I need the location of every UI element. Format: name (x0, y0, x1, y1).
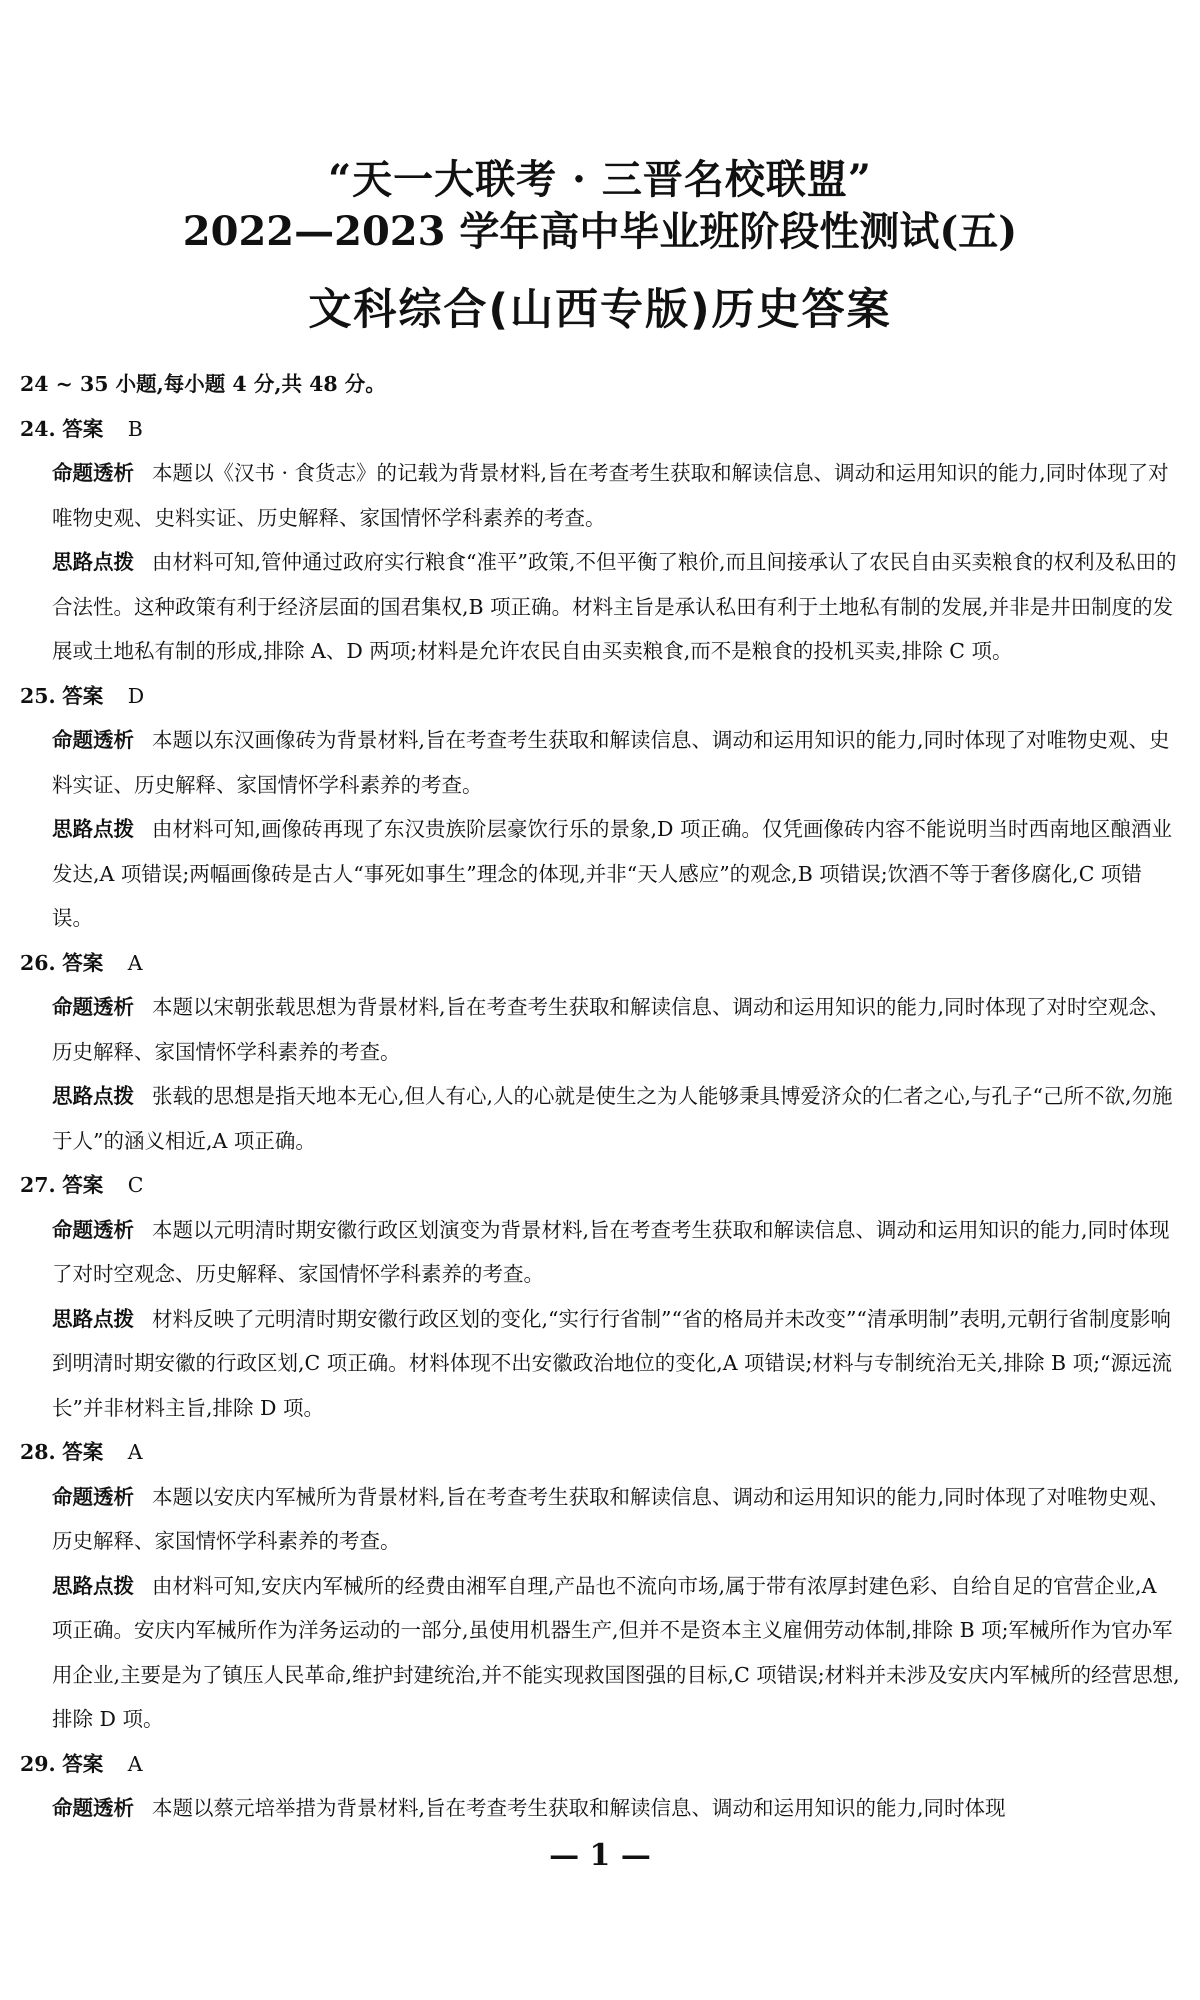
answer-label: 答案 (62, 950, 104, 975)
exam-term-title: 2022—2023 学年高中毕业班阶段性测试(五) (182, 208, 1018, 255)
question-27-hint (20, 1297, 1180, 1431)
question-24-header (20, 407, 1180, 452)
hint-label: 思路点拨 (52, 1306, 134, 1331)
question-25-hint (20, 807, 1180, 941)
analysis-label: 命题透析 (52, 728, 134, 752)
question-26-hint (20, 1074, 1180, 1163)
analysis-text: 本题以安庆内军械所为背景材料,旨在考查考生获取和解读信息、调动和运用知识的能力,同时体现了对唯物史观、历史解释、家国情怀学科素养的考查。 (52, 1484, 1170, 1553)
question-27-header (20, 1163, 1180, 1208)
analysis-text: 本题以宋朝张载思想为背景材料,旨在考查考生获取和解读信息、调动和运用知识的能力,同时体现了对时空观念、历史解释、家国情怀学科素养的考查。 (52, 995, 1170, 1064)
exam-alliance-title: “天一大联考 · 三晋名校联盟” (328, 156, 872, 203)
page-number: — 1 — (549, 1838, 651, 1873)
hint-text: 由材料可知,画像砖再现了东汉贵族阶层豪饮行乐的景象,D 项正确。仅凭画像砖内容不能说明当时西南地区酿酒业发达,A 项错误;两幅画像砖是古人“事死如事生”理念的体现,并非“天人感应”的观念,B 项错误;饮酒不等于奢侈腐化,C 项错误。 (52, 817, 1172, 930)
analysis-text: 本题以蔡元培举措为背景材料,旨在考查考生获取和解读信息、调动和运用知识的能力,同时体现 (152, 1796, 1006, 1820)
question-29-analysis (20, 1786, 1180, 1831)
hint-text: 由材料可知,管仲通过政府实行粮食“准平”政策,不但平衡了粮价,而且间接承认了农民自由买卖粮食的权利及私田的合法性。这种政策有利于经济层面的国君集权,B 项正确。材料主旨是承认私田有利于土地私有制的发展,并非是井田制度的发展或土地私有制的形成,排除 A、D 两项;材料是允许农民自由买卖粮食,而不是粮食的投机买卖,排除 C 项。 (52, 550, 1177, 663)
question-number: 29. (20, 1751, 56, 1776)
answer-label: 答案 (62, 1173, 104, 1197)
question-number: 26. (20, 950, 56, 975)
answer-label: 答案 (62, 1440, 104, 1464)
answer-value: B (127, 416, 143, 441)
hint-label: 思路点拨 (52, 817, 134, 841)
analysis-label: 命题透析 (52, 1796, 134, 1820)
scoring-intro: 24 ~ 35 小题,每小题 4 分,共 48 分。 (20, 372, 386, 396)
question-number: 27. (20, 1173, 56, 1197)
answer-value: A (127, 1751, 143, 1776)
question-number: 25. (20, 683, 56, 708)
analysis-label: 命题透析 (52, 1217, 134, 1242)
answer-label: 答案 (62, 1751, 104, 1776)
analysis-label: 命题透析 (52, 995, 134, 1019)
hint-label: 思路点拨 (52, 550, 134, 574)
question-25-analysis (20, 718, 1180, 807)
question-26-analysis (20, 985, 1180, 1074)
question-24-analysis (20, 451, 1180, 540)
answer-label: 答案 (62, 683, 104, 708)
hint-text: 材料反映了元明清时期安徽行政区划的变化,“实行行省制”“省的格局并未改变”“清承明制”表明,元朝行省制度影响到明清时期安徽的行政区划,C 项正确。材料体现不出安徽政治地位的变化,A 项错误;材料与专制统治无关,排除 B 项;“源远流长”并非材料主旨,排除 D 项。 (52, 1306, 1172, 1420)
hint-text: 由材料可知,安庆内军械所的经费由湘军自理,产品也不流向市场,属于带有浓厚封建色彩、自给自足的官营企业,A 项正确。安庆内军械所作为洋务运动的一部分,虽使用机器生产,但并不是资本主义雇佣劳动体制,排除 B 项;军械所作为官办军用企业,主要是为了镇压人民革命,维护封建统治,并不能实现救国图强的目标,C 项错误;材料并未涉及安庆内军械所的经营思想,排除 D 项。 (52, 1573, 1180, 1731)
subject-title: 文科综合(山西专版)历史答案 (308, 285, 892, 335)
analysis-label: 命题透析 (52, 461, 134, 485)
answer-value: A (127, 1440, 143, 1464)
hint-text: 张载的思想是指天地本无心,但人有心,人的心就是使生之为人能够秉具博爱济众的仁者之心,与孔子“己所不欲,勿施于人”的涵义相近,A 项正确。 (52, 1084, 1173, 1153)
analysis-text: 本题以元明清时期安徽行政区划演变为背景材料,旨在考查考生获取和解读信息、调动和运用知识的能力,同时体现了对时空观念、历史解释、家国情怀学科素养的考查。 (52, 1217, 1170, 1286)
hint-label: 思路点拨 (52, 1573, 134, 1598)
question-number: 24. (20, 416, 56, 441)
analysis-label: 命题透析 (52, 1484, 134, 1509)
analysis-text: 本题以东汉画像砖为背景材料,旨在考查考生获取和解读信息、调动和运用知识的能力,同时体现了对唯物史观、史料实证、历史解释、家国情怀学科素养的考查。 (52, 728, 1170, 797)
answer-value: C (127, 1173, 144, 1197)
question-24-hint (20, 540, 1180, 674)
question-26-header (20, 941, 1180, 986)
question-29-header (20, 1742, 1180, 1787)
question-28-analysis (20, 1475, 1180, 1564)
question-number: 28. (20, 1440, 56, 1464)
answer-body (20, 362, 1180, 1831)
answer-label: 答案 (62, 416, 104, 441)
question-28-hint (20, 1564, 1180, 1742)
question-25-header (20, 674, 1180, 719)
question-28-header (20, 1430, 1180, 1475)
analysis-text: 本题以《汉书 · 食货志》的记载为背景材料,旨在考查考生获取和解读信息、调动和运用知识的能力,同时体现了对唯物史观、史料实证、历史解释、家国情怀学科素养的考查。 (52, 461, 1169, 530)
hint-label: 思路点拨 (52, 1084, 134, 1108)
answer-value: A (127, 950, 143, 975)
question-27-analysis (20, 1208, 1180, 1297)
answer-value: D (127, 683, 145, 708)
